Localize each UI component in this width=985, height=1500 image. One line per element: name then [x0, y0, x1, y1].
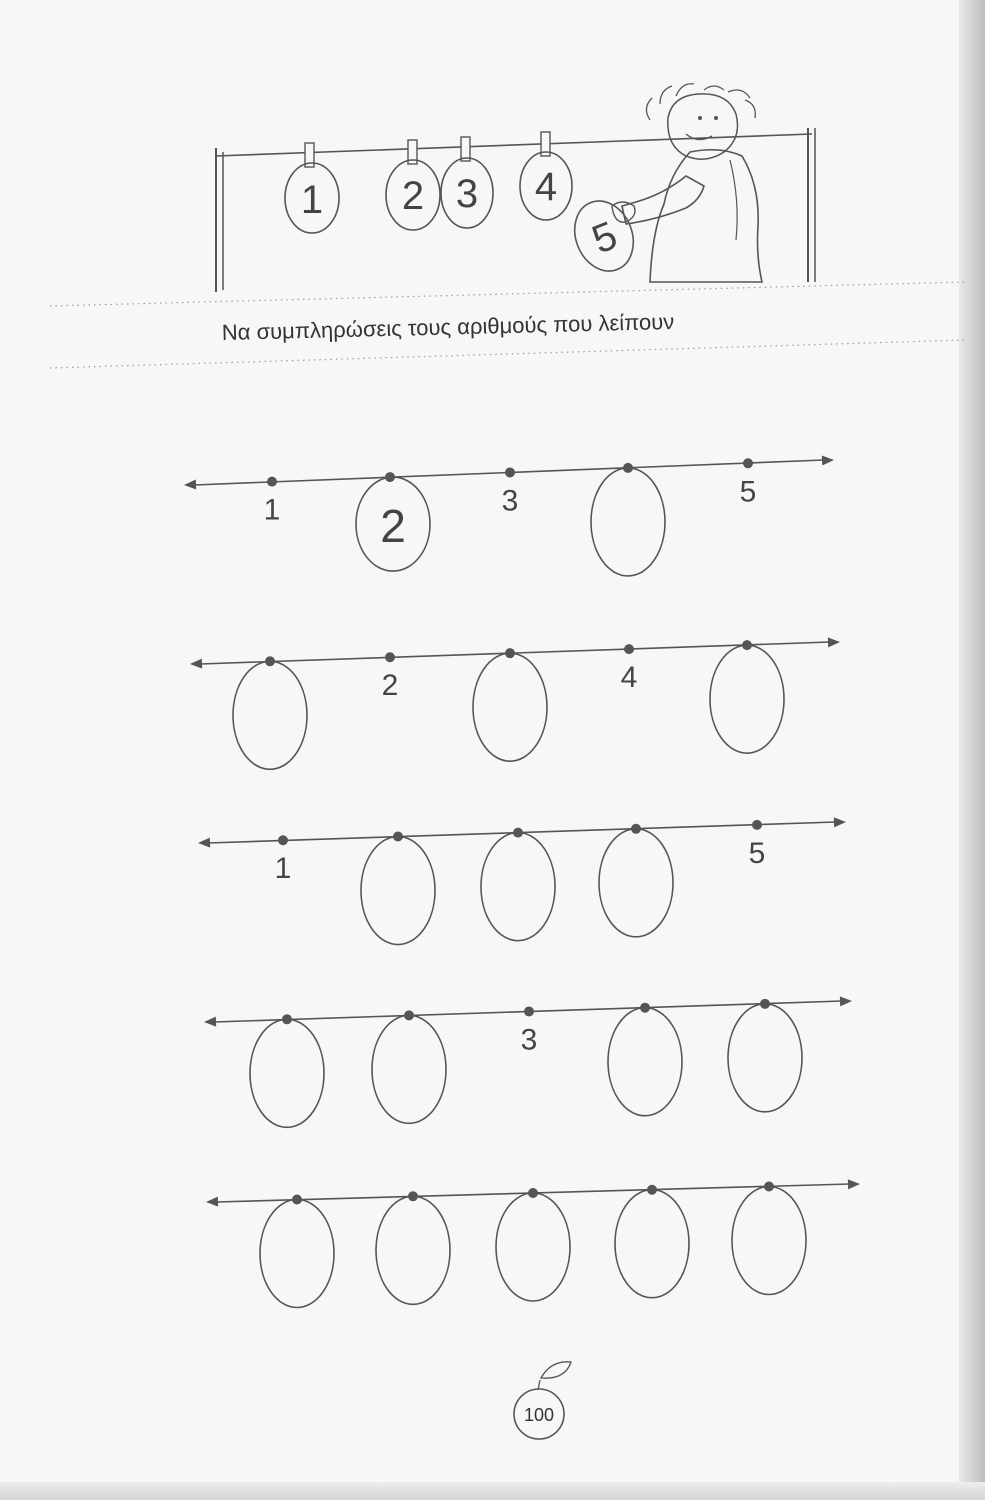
tick-dot: [742, 640, 752, 650]
card-number: 2: [401, 174, 425, 218]
arrow-right-icon: [822, 455, 834, 465]
girl-illustration: [565, 84, 762, 282]
tick-dot: [505, 648, 515, 658]
answer-oval-empty[interactable]: [591, 468, 665, 576]
tick-dot: [631, 824, 641, 834]
given-number-label: 4: [620, 661, 638, 695]
answer-oval-empty[interactable]: [372, 1015, 446, 1123]
number-line-1: [184, 455, 834, 575]
card-number: 5: [586, 213, 624, 263]
given-number-label: 1: [274, 852, 292, 886]
tick-dot: [393, 832, 403, 842]
tick-dot: [278, 835, 288, 845]
eye-icon: [698, 116, 702, 120]
page-number: 100: [523, 1405, 555, 1425]
answer-oval-empty[interactable]: [250, 1019, 324, 1127]
instruction-text: Να συμπληρώσεις τους αριθμούς που λείπουν: [221, 308, 675, 345]
arrow-right-icon: [828, 637, 840, 647]
tick-dot: [408, 1191, 418, 1201]
tick-dot: [764, 1182, 774, 1192]
given-number-label: 5: [748, 836, 766, 870]
tick-dot: [513, 828, 523, 838]
answer-oval-empty[interactable]: [728, 1004, 802, 1112]
tick-dot: [292, 1194, 302, 1204]
arrow-left-icon: [204, 1017, 216, 1027]
tick-dot: [743, 458, 753, 468]
answer-oval-empty[interactable]: [608, 1008, 682, 1116]
given-number-label: 2: [381, 669, 399, 703]
tick-dot: [524, 1006, 534, 1016]
answer-oval-empty[interactable]: [496, 1193, 570, 1301]
card-number: 1: [300, 178, 324, 222]
number-line-2: [190, 637, 840, 769]
given-number-label: 1: [263, 493, 281, 527]
tick-dot: [404, 1010, 414, 1020]
hanging-card-2: [386, 140, 440, 230]
tick-dot: [528, 1188, 538, 1198]
answer-oval-empty[interactable]: [233, 661, 307, 769]
tick-dot: [640, 1003, 650, 1013]
arrow-right-icon: [840, 996, 852, 1006]
arrow-left-icon: [190, 659, 202, 669]
tick-dot: [647, 1185, 657, 1195]
tick-dot: [752, 820, 762, 830]
answer-oval-empty[interactable]: [732, 1187, 806, 1295]
hair-icon: [646, 84, 755, 120]
number-line-3: [198, 817, 846, 944]
answer-oval-empty[interactable]: [615, 1190, 689, 1298]
answer-oval-empty[interactable]: [361, 837, 435, 945]
eye-icon: [714, 116, 718, 120]
tick-dot: [282, 1014, 292, 1024]
given-number-label: 5: [739, 475, 757, 509]
page-number-badge: [514, 1362, 571, 1439]
dress-fold-icon: [730, 160, 737, 240]
tick-dot: [267, 477, 277, 487]
number-line-4: [204, 996, 852, 1127]
arm-icon: [622, 176, 704, 224]
tick-dot: [505, 467, 515, 477]
card-number: 4: [534, 165, 558, 209]
dress-icon: [650, 150, 762, 282]
arrow-left-icon: [198, 838, 210, 848]
arrow-left-icon: [184, 480, 196, 490]
dotted-rule-bottom: [50, 340, 965, 368]
tick-dot: [265, 656, 275, 666]
leaf-icon: [538, 1362, 571, 1390]
answer-oval-empty[interactable]: [473, 653, 547, 761]
tick-dot: [385, 652, 395, 662]
filled-answer-number: 2: [380, 500, 406, 553]
number-line-5: [206, 1179, 860, 1307]
answer-oval-empty[interactable]: [260, 1199, 334, 1307]
instruction-band: [50, 282, 965, 368]
clothesline-illustration: [216, 84, 815, 292]
given-number-label: 3: [520, 1023, 538, 1057]
tick-dot: [385, 472, 395, 482]
number-lines: [184, 455, 860, 1307]
answer-oval-empty[interactable]: [710, 645, 784, 753]
dotted-rule-top: [50, 282, 965, 306]
tick-dot: [623, 463, 633, 473]
given-number-label: 3: [501, 484, 519, 518]
hanging-card-3: [441, 137, 493, 228]
answer-oval-empty[interactable]: [481, 833, 555, 941]
arrow-right-icon: [848, 1179, 860, 1189]
tick-dot: [760, 999, 770, 1009]
arrow-right-icon: [834, 817, 846, 827]
answer-oval-empty[interactable]: [599, 829, 673, 937]
card-number: 3: [455, 172, 479, 216]
arrow-left-icon: [206, 1197, 218, 1207]
hanging-card-1: [285, 143, 339, 233]
tick-dot: [624, 644, 634, 654]
answer-oval-empty[interactable]: [376, 1196, 450, 1304]
